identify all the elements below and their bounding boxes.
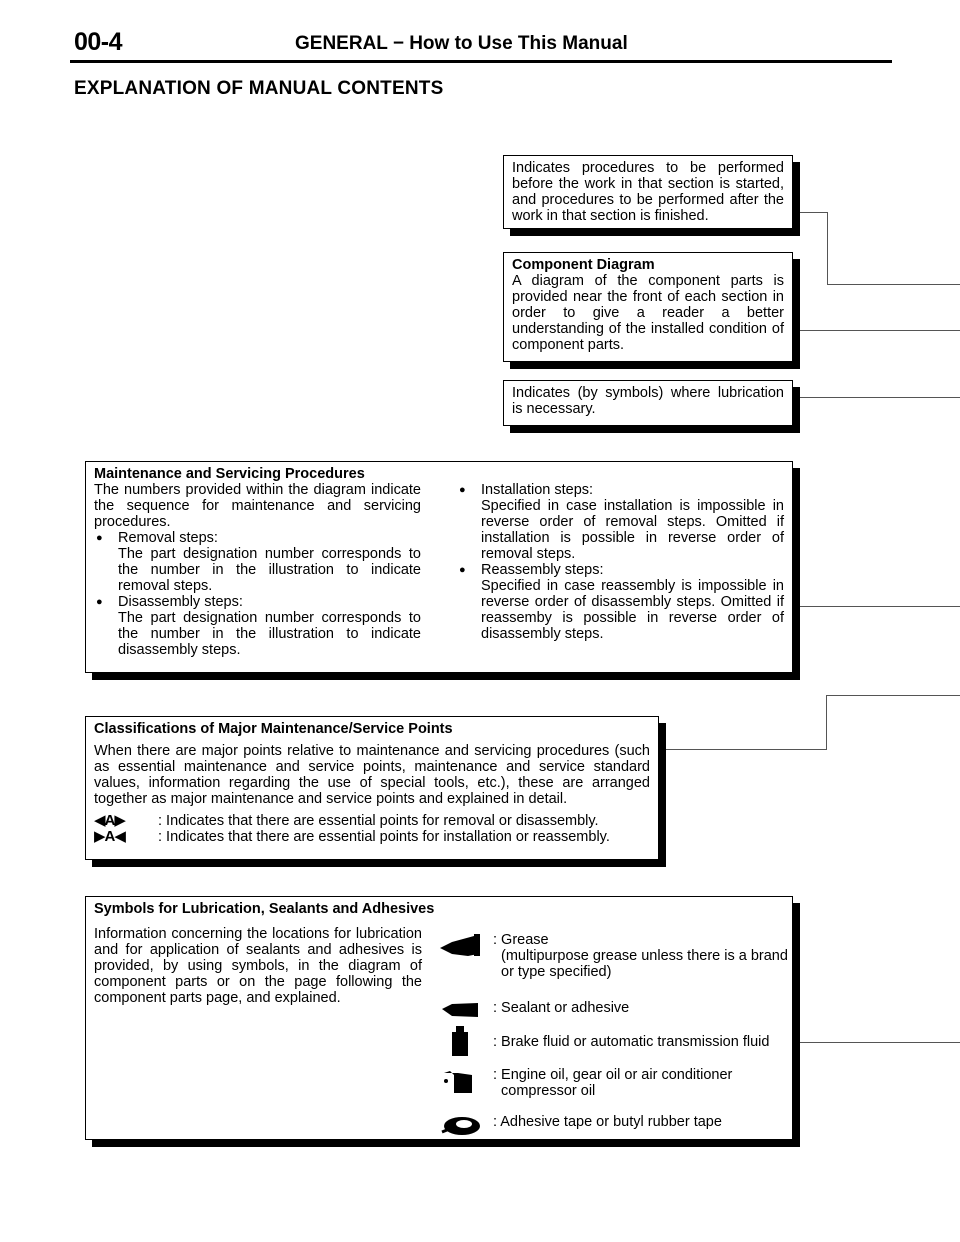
- leader-line: [665, 749, 827, 750]
- removal-symbol: ◀A▶: [94, 812, 125, 829]
- engine-oil-label: : Engine oil, gear oil or air conditioner: [493, 1067, 733, 1083]
- lubrication-note-text: Indicates (by symbols) where lubrication is necessary.: [512, 385, 784, 417]
- removal-steps-label: ● Removal steps:: [94, 530, 421, 546]
- engine-oil-note: compressor oil: [501, 1083, 596, 1099]
- disassembly-steps-text: The part designation number corresponds to the number in the illustration to indicate disassembly steps.: [118, 610, 421, 658]
- grease-gun-icon: [438, 932, 482, 958]
- sealant-label: : Sealant or adhesive: [493, 1000, 630, 1016]
- reassembly-steps-label: ● Reassembly steps:: [457, 562, 784, 578]
- removal-symbol-text: : Indicates that there are essential points for removal or disassembly.: [158, 813, 599, 829]
- removal-steps-text: The part designation number corresponds to the number in the illustration to indicate removal steps.: [118, 546, 421, 594]
- tape-roll-icon: [438, 1114, 482, 1138]
- removal-symbol-row: [94, 813, 650, 829]
- sealant-tube-icon: [438, 1000, 482, 1020]
- pre-post-procedures-text: Indicates procedures to be performed before the work in that section is started, and procedures to be performed after the work in that section is finished.: [512, 160, 784, 224]
- symbols-box: [85, 896, 793, 1140]
- page-number: 00-4: [74, 28, 123, 56]
- brake-fluid-label: : Brake fluid or automatic transmission fluid: [493, 1034, 770, 1050]
- pre-post-procedures-box: [503, 155, 793, 229]
- component-diagram-box: [503, 252, 793, 362]
- leader-line: [800, 606, 960, 607]
- classifications-text: When there are major points relative to maintenance and servicing procedures (such as essential maintenance and service points, maintenance and service standard values, information regarding the use of special tools, etc.), these are arranged together as major maintenance and service points and explained in detail.: [94, 743, 650, 807]
- leader-line: [826, 695, 827, 750]
- reassembly-steps-text: Specified in case reassembly is impossible in reverse order of disassembly steps. Omitted if reassemby is possible in reverse order of disassembly steps.: [481, 578, 784, 642]
- classifications-box: [85, 716, 659, 860]
- page-title: EXPLANATION OF MANUAL CONTENTS: [74, 78, 444, 99]
- maintenance-intro: The numbers provided within the diagram indicate the sequence for maintenance and servicing procedures.: [94, 482, 421, 530]
- classifications-heading: Classifications of Major Maintenance/Service Points: [94, 721, 453, 737]
- install-symbol-row: [94, 829, 650, 845]
- install-symbol-text: : Indicates that there are essential points for installation or reassembly.: [158, 829, 610, 845]
- installation-steps-text: Specified in case installation is impossible in reverse order of removal steps. Omitted if installation is possible in reverse order of removal steps.: [481, 498, 784, 562]
- lubrication-note-box: [503, 380, 793, 426]
- disassembly-steps-label: ● Disassembly steps:: [94, 594, 421, 610]
- component-diagram-heading: Component Diagram: [512, 257, 655, 273]
- leader-line: [800, 1042, 960, 1043]
- leader-line: [827, 284, 960, 285]
- fluid-bottle-icon: [438, 1024, 482, 1058]
- symbols-intro: Information concerning the locations for lubrication and for application of sealants and adhesives is provided, by using symbols, in the diagram of component parts or on the page following the component parts page, and explained.: [94, 926, 422, 1006]
- oil-can-icon: [438, 1067, 482, 1095]
- grease-note: (multipurpose grease unless there is a brand or type specified): [501, 948, 788, 980]
- component-diagram-text: A diagram of the component parts is provided near the front of each section in order to give a reader a better understanding of the installed condition of component parts.: [512, 273, 784, 353]
- install-symbol: ▶A◀: [94, 828, 125, 845]
- grease-label: : Grease: [493, 932, 549, 948]
- installation-steps-label: ● Installation steps:: [457, 482, 784, 498]
- maintenance-heading: Maintenance and Servicing Procedures: [94, 466, 365, 482]
- leader-line: [826, 695, 960, 696]
- tape-label: : Adhesive tape or butyl rubber tape: [493, 1114, 722, 1130]
- maintenance-procedures-box: [85, 461, 793, 673]
- leader-line: [800, 330, 960, 331]
- header-rule: [70, 60, 892, 63]
- symbols-heading: Symbols for Lubrication, Sealants and Adhesives: [94, 901, 435, 917]
- leader-line: [800, 397, 960, 398]
- leader-line: [827, 212, 828, 284]
- leader-line: [800, 212, 828, 213]
- header-title: GENERAL − How to Use This Manual: [295, 33, 628, 54]
